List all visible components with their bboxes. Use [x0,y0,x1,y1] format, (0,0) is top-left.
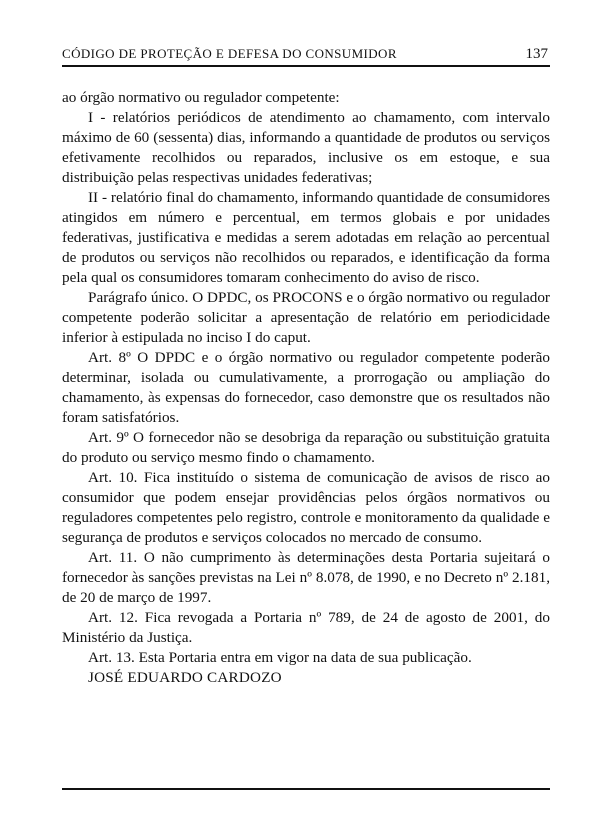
paragraph-art-9: Art. 9º O fornecedor não se desobriga da reparação ou substituição gratuita do produto ou serviço mesmo findo o chamamento. [62,429,550,466]
paragraph-continuation: ao órgão normativo ou regulador competente: [62,89,340,106]
paragraph-art-13: Art. 13. Esta Portaria entra em vigor na data de sua publicação. [88,649,472,666]
page-header [62,40,550,62]
header-rule [62,65,550,67]
paragraph-inciso-i: I - relatórios periódicos de atendimento ao chamamento, com intervalo máximo de 60 (sessenta) dias, informando a quantidade de produtos ou serviços efetivamente recolhidos ou reparados, inclusive os em estoque, e sua distribuição pelas respectivas unidades federativas; [62,109,550,186]
document-page [62,40,550,688]
page-body [62,88,550,688]
paragraph-paragrafo-unico: Parágrafo único. O DPDC, os PROCONS e o órgão normativo ou regulador competente poderão solicitar a apresentação de relatório em periodicidade inferior à estipulada no inciso I do caput. [62,289,550,346]
running-title: CÓDIGO DE PROTEÇÃO E DEFESA DO CONSUMIDOR [62,46,397,61]
page-number: 137 [525,46,548,62]
paragraph-inciso-ii: II - relatório final do chamamento, informando quantidade de consumidores atingidos em número e percentual, em termos globais e por unidades federativas, justificativa e medidas a serem adotadas em relação ao percentual de produtos ou serviços não recolhidos ou reparados, e identificação da forma pela qual os consumidores tomaram conhecimento do aviso de risco. [62,189,550,286]
paragraph-art-10: Art. 10. Fica instituído o sistema de comunicação de avisos de risco ao consumidor que podem ensejar providências pelos órgãos normativos ou reguladores competentes pelo registro, controle e monitoramento da qualidade e segurança de produtos e serviços colocados no mercado de consumo. [62,469,550,546]
paragraph-art-8: Art. 8º O DPDC e o órgão normativo ou regulador competente poderão determinar, isolada ou cumulativamente, a prorrogação ou ampliação do chamamento, às expensas do fornecedor, caso demonstre que os resultados não foram satisfatórios. [62,349,550,426]
footer-rule [62,788,550,790]
paragraph-art-12: Art. 12. Fica revogada a Portaria nº 789, de 24 de agosto de 2001, do Ministério da Justiça. [62,609,550,646]
paragraph-art-11: Art. 11. O não cumprimento às determinações desta Portaria sujeitará o fornecedor às sanções previstas na Lei nº 8.078, de 1990, e no Decreto nº 2.181, de 20 de março de 1997. [62,549,550,606]
signature: JOSÉ EDUARDO CARDOZO [88,669,282,686]
